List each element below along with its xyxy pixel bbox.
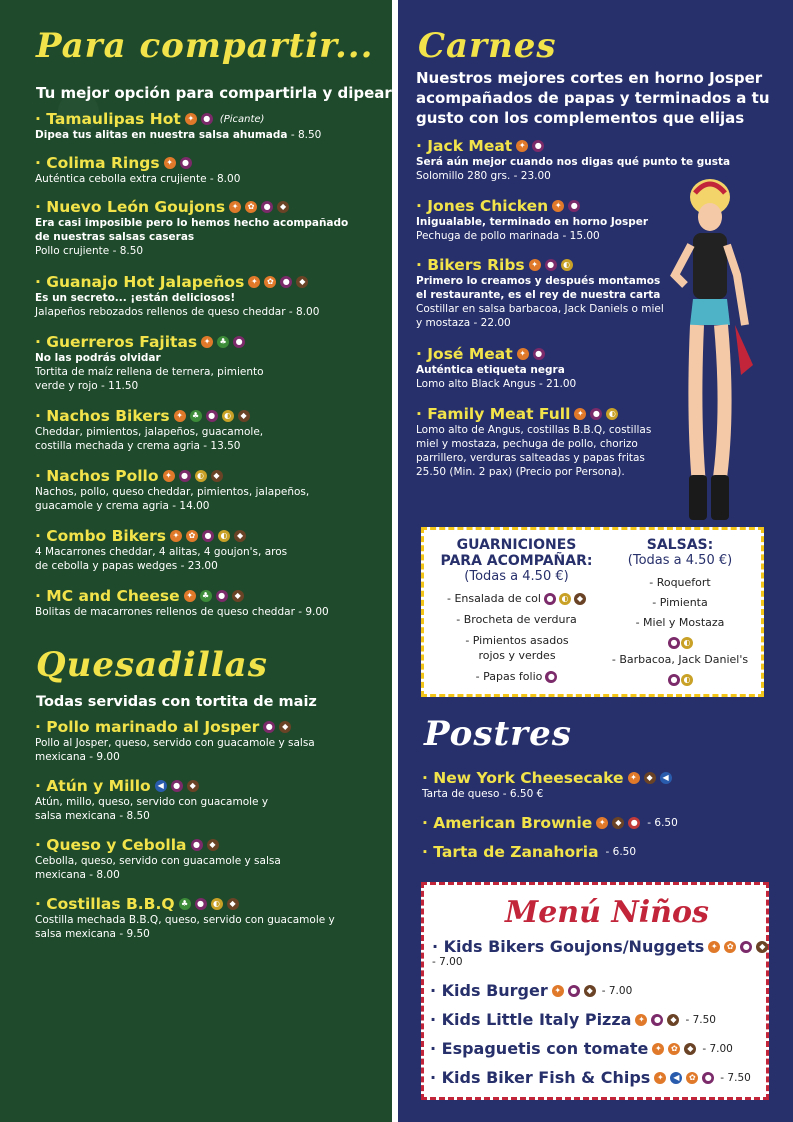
allergen-icon: ✦ — [596, 817, 608, 829]
item-name: · Colima Rings — [35, 154, 160, 172]
quesadillas-title: Quesadillas — [36, 645, 268, 685]
allergen-icon: ✦ — [174, 410, 186, 422]
item-name: · Jack Meat — [416, 137, 513, 155]
sauces-column — [605, 537, 755, 686]
allergen-icon: ● — [206, 410, 218, 422]
allergen-icon: ◆ — [232, 590, 244, 602]
item-price: Jalapeños rebozados rellenos de queso cheddar - 8.00 — [35, 306, 320, 318]
sauces-price: (Todas a 4.50 €) — [627, 553, 733, 568]
allergen-icon: ✦ — [516, 140, 528, 152]
side-item-label: - Papas folio — [475, 670, 543, 683]
item-price: Costillar en salsa barbacoa, Jack Daniels o miel y mostaza - 22.00 — [416, 303, 664, 329]
menu-item — [35, 198, 365, 258]
menu-item — [35, 467, 335, 513]
sauces-title: SALSAS: — [646, 537, 714, 553]
item-desc: Cebolla, queso, servido con guacamole y salsa mexicana - 8.00 — [35, 855, 281, 881]
item-name: · New York Cheesecake — [422, 769, 624, 787]
sauce-item: - Miel y Mostaza — [635, 616, 725, 629]
item-desc: Auténtica etiqueta negra — [416, 364, 565, 376]
item-desc: Costilla mechada B.B.Q, queso, servido con guacamole y salsa mexicana - 9.50 — [35, 914, 335, 940]
allergen-icon: ◆ — [756, 941, 768, 953]
sauce-item: - Barbacoa, Jack Daniel's — [611, 653, 749, 666]
kids-item-price: - 7.50 — [720, 1071, 751, 1084]
allergen-icon: ◐ — [606, 408, 618, 420]
menu-item — [35, 110, 321, 142]
allergen-icon: ● — [568, 200, 580, 212]
allergen-icon: ◐ — [222, 410, 234, 422]
item-name: · Costillas B.B.Q — [35, 895, 175, 913]
allergen-icon: ◆ — [684, 1043, 696, 1055]
allergen-icon: ✦ — [708, 941, 720, 953]
side-item — [434, 669, 599, 684]
side-item — [434, 591, 599, 606]
allergen-icon: ● — [532, 140, 544, 152]
item-desc: Pollo al Josper, queso, servido con guacamole y salsa mexicana - 9.00 — [35, 737, 315, 763]
menu-item — [35, 836, 285, 882]
allergen-icon: ◐ — [561, 259, 573, 271]
allergen-icon: ◆ — [296, 276, 308, 288]
item-desc: Auténtica cebolla extra crujiente - 8.00 — [35, 173, 241, 185]
kids-item-price: - 7.00 — [702, 1042, 733, 1055]
fish-icon: ◀ — [670, 1072, 682, 1084]
sides-title: GUARNICIONES PARA ACOMPAÑAR: — [440, 537, 593, 569]
item-desc: Atún, millo, queso, servido con guacamole y salsa mexicana - 8.50 — [35, 796, 269, 822]
allergen-icon: ◆ — [277, 201, 289, 213]
item-desc: Bolitas de macarrones rellenos de queso cheddar - 9.00 — [35, 606, 329, 618]
allergen-icon: ● — [180, 157, 192, 169]
item-name: · Combo Bikers — [35, 527, 167, 545]
item-name: · American Brownie — [422, 814, 593, 832]
kids-item — [430, 1068, 751, 1087]
kids-item-price: - 7.50 — [685, 1013, 716, 1026]
item-name: · Jones Chicken — [416, 197, 549, 215]
allergen-icon: ✿ — [686, 1072, 698, 1084]
postres-title: Postres — [424, 714, 572, 754]
allergen-icon: ✿ — [245, 201, 257, 213]
share-subtitle: Tu mejor opción para compartirla y dipear — [36, 84, 392, 102]
kids-item-price: - 7.00 — [601, 984, 633, 997]
allergen-icon: ✦ — [163, 470, 175, 482]
allergen-icon: ● — [668, 674, 680, 686]
item-price: Pollo crujiente - 8.50 — [35, 245, 144, 257]
item-name: · Bikers Ribs — [416, 256, 525, 274]
item-desc: Era casi imposible pero lo hemos hecho acompañado de nuestras salsas caseras — [35, 217, 349, 243]
allergen-icon: ● — [216, 590, 228, 602]
allergen-icon: ✦ — [517, 348, 529, 360]
allergen-icon: ◆ — [644, 772, 656, 784]
item-desc: Nachos, pollo, queso cheddar, pimientos, jalapeños, guacamole y crema agria - 14.00 — [35, 486, 310, 512]
item-name: · Family Meat Full — [416, 405, 571, 423]
allergen-icon: ◐ — [195, 470, 207, 482]
kids-menu-title: Menú Niños — [505, 895, 709, 930]
allergen-icon: ● — [628, 817, 640, 829]
allergen-icon: ● — [702, 1072, 714, 1084]
side-item: - Brocheta de verdura — [456, 613, 577, 626]
allergen-icon: ● — [668, 637, 680, 649]
kids-item — [432, 937, 766, 968]
allergen-icon: ◆ — [211, 470, 223, 482]
item-desc: Dipea tus alitas en nuestra salsa ahumada — [35, 129, 288, 141]
allergen-icon: ✦ — [229, 201, 241, 213]
side-item-label: - Ensalada de col — [447, 592, 541, 605]
allergen-icon: ♣ — [190, 410, 202, 422]
menu-item — [35, 154, 240, 186]
kids-item-name: · Kids Bikers Goujons/Nuggets — [432, 937, 705, 956]
kids-item — [430, 981, 632, 1000]
allergen-icon: ♣ — [217, 336, 229, 348]
allergen-icon: ✦ — [552, 985, 564, 997]
kids-item-name: · Espaguetis con tomate — [430, 1039, 649, 1058]
allergen-icon: ✦ — [654, 1072, 666, 1084]
menu-item — [35, 895, 355, 941]
item-desc: No las podrás olvidar — [35, 352, 161, 364]
carnes-title: Carnes — [418, 26, 557, 66]
allergen-icon: ✦ — [552, 200, 564, 212]
item-name: · Nuevo León Goujons — [35, 198, 226, 216]
menu-item — [416, 345, 656, 391]
allergen-icon: ● — [590, 408, 602, 420]
spicy-icon: ✦ — [185, 113, 197, 125]
item-desc: Será aún mejor cuando nos digas qué punto te gusta — [416, 156, 731, 168]
spicy-icon: ✦ — [164, 157, 176, 169]
allergen-icon: ✦ — [628, 772, 640, 784]
kids-item — [430, 1039, 733, 1058]
allergen-icon: ◆ — [238, 410, 250, 422]
item-desc: Cheddar, pimientos, jalapeños, guacamole, costilla mechada y crema agria - 13.50 — [35, 426, 264, 452]
fish-icon: ◀ — [155, 780, 167, 792]
menu-item — [422, 814, 678, 832]
allergen-icon: ◐ — [211, 898, 223, 910]
item-price: - 6.50 — [605, 846, 637, 858]
menu-item — [35, 587, 375, 619]
item-name: · Tarta de Zanahoria — [422, 843, 599, 861]
allergen-icon: ● — [568, 985, 580, 997]
allergen-icon: ● — [651, 1014, 663, 1026]
item-desc: Inigualable, terminado en horno Josper — [416, 216, 649, 228]
allergen-icon: ✿ — [724, 941, 736, 953]
allergen-icon: ✦ — [170, 530, 182, 542]
allergen-icon: ✦ — [184, 590, 196, 602]
menu-item — [35, 718, 315, 764]
allergen-icon: ● — [191, 839, 203, 851]
item-desc: 4 Macarrones cheddar, 4 alitas, 4 goujon's, aros de cebolla y papas wedges - 23.00 — [35, 546, 288, 572]
allergen-icon: ✿ — [186, 530, 198, 542]
item-price: Tortita de maíz rellena de ternera, pimiento verde y rojo - 11.50 — [35, 366, 264, 392]
sides-price: (Todas a 4.50 €) — [464, 569, 569, 584]
allergen-icon: ● — [280, 276, 292, 288]
allergen-icon: ● — [261, 201, 273, 213]
allergen-icon: ◆ — [584, 985, 596, 997]
menu-item — [416, 256, 664, 330]
allergen-icon: ● — [740, 941, 752, 953]
allergen-icon: ● — [202, 530, 214, 542]
allergen-icon: ● — [171, 780, 183, 792]
menu-item — [416, 405, 674, 479]
item-name: · Guanajo Hot Jalapeños — [35, 273, 245, 291]
allergen-icon: ◆ — [574, 593, 586, 605]
item-name: · Guerreros Fajitas — [35, 333, 198, 351]
allergen-icon: ♣ — [200, 590, 212, 602]
item-name: · Tamaulipas Hot — [35, 110, 181, 128]
item-name: · Atún y Millo — [35, 777, 151, 795]
allergen-icon: ● — [179, 470, 191, 482]
allergen-icon: ● — [533, 348, 545, 360]
allergen-icon: ● — [201, 113, 213, 125]
menu-item — [422, 769, 672, 801]
item-name: · José Meat — [416, 345, 513, 363]
item-price: - 8.50 — [287, 129, 322, 141]
item-desc: Tarta de queso - 6.50 € — [422, 788, 544, 800]
allergen-icon: ◆ — [234, 530, 246, 542]
allergen-icon: ◐ — [218, 530, 230, 542]
allergen-icon: ● — [545, 259, 557, 271]
side-item: - Pimientos asados rojos y verdes — [465, 634, 569, 662]
item-desc: Primero lo creamos y después montamos el restaurante, es el rey de nuestra carta — [416, 275, 661, 301]
item-name: · Queso y Cebolla — [35, 836, 187, 854]
allergen-icon: ● — [545, 671, 557, 683]
allergen-icon: ✦ — [201, 336, 213, 348]
item-price: - 6.50 — [647, 817, 678, 829]
allergen-icon: ✿ — [668, 1043, 680, 1055]
allergen-icon: ● — [544, 593, 556, 605]
menu-item — [35, 777, 285, 823]
kids-item-price: - 7.00 — [432, 956, 463, 968]
menu-item — [35, 527, 295, 573]
allergen-icon: ◆ — [187, 780, 199, 792]
item-name: · Pollo marinado al Josper — [35, 718, 260, 736]
allergen-icon: ● — [233, 336, 245, 348]
kids-item-name: · Kids Little Italy Pizza — [430, 1010, 632, 1029]
item-name: · Nachos Pollo — [35, 467, 159, 485]
allergen-icon: ● — [195, 898, 207, 910]
allergen-icon: ◆ — [612, 817, 624, 829]
allergen-icon: ◐ — [681, 674, 693, 686]
item-tag: (Picante) — [219, 113, 265, 125]
allergen-icon: ◐ — [559, 593, 571, 605]
menu-item — [35, 333, 285, 393]
menu-item — [35, 273, 365, 319]
item-name: · Nachos Bikers — [35, 407, 170, 425]
sides-column — [434, 537, 599, 684]
allergen-icon: ✦ — [635, 1014, 647, 1026]
item-price: Pechuga de pollo marinada - 15.00 — [416, 230, 600, 242]
kids-item — [430, 1010, 716, 1029]
allergen-icon: ✦ — [574, 408, 586, 420]
allergen-icon: ◆ — [207, 839, 219, 851]
menu-item — [35, 407, 295, 453]
allergen-icon: ◆ — [227, 898, 239, 910]
pinup-illustration — [655, 175, 765, 530]
item-price: Solomillo 280 grs. - 23.00 — [416, 170, 551, 182]
allergen-icon: ✦ — [248, 276, 260, 288]
item-desc: Es un secreto... ¡están deliciosos! — [35, 292, 236, 304]
kids-item-name: · Kids Burger — [430, 981, 548, 1000]
kids-item-name: · Kids Biker Fish & Chips — [430, 1068, 651, 1087]
allergen-icon: ◆ — [279, 721, 291, 733]
quesadillas-subtitle: Todas servidas con tortita de maiz — [36, 694, 317, 710]
allergen-icon: ✦ — [652, 1043, 664, 1055]
menu-item — [416, 197, 656, 243]
share-title: Para compartir... — [36, 26, 374, 66]
allergen-icon: ✿ — [264, 276, 276, 288]
sauce-item: - Pimienta — [652, 596, 708, 609]
allergen-icon: ● — [263, 721, 275, 733]
allergen-icon: ♣ — [179, 898, 191, 910]
sauce-item: - Roquefort — [649, 576, 711, 589]
item-desc: Lomo alto de Angus, costillas B.B.Q, costillas miel y mostaza, pechuga de pollo, chorizo parrillero, verduras salteadas y papas fritas 25.50 (Min. 2 pax) (Precio por Persona). — [416, 424, 652, 478]
allergen-icon: ◆ — [667, 1014, 679, 1026]
item-name: · MC and Cheese — [35, 587, 180, 605]
menu-item — [422, 843, 636, 861]
allergen-icon: ✦ — [529, 259, 541, 271]
item-price: Lomo alto Black Angus - 21.00 — [416, 378, 577, 390]
carnes-subtitle: Nuestros mejores cortes en horno Josper acompañados de papas y terminados a tu gusto con los complementos que elijas — [416, 69, 770, 127]
allergen-icon: ◐ — [681, 637, 693, 649]
fish-icon: ◀ — [660, 772, 672, 784]
